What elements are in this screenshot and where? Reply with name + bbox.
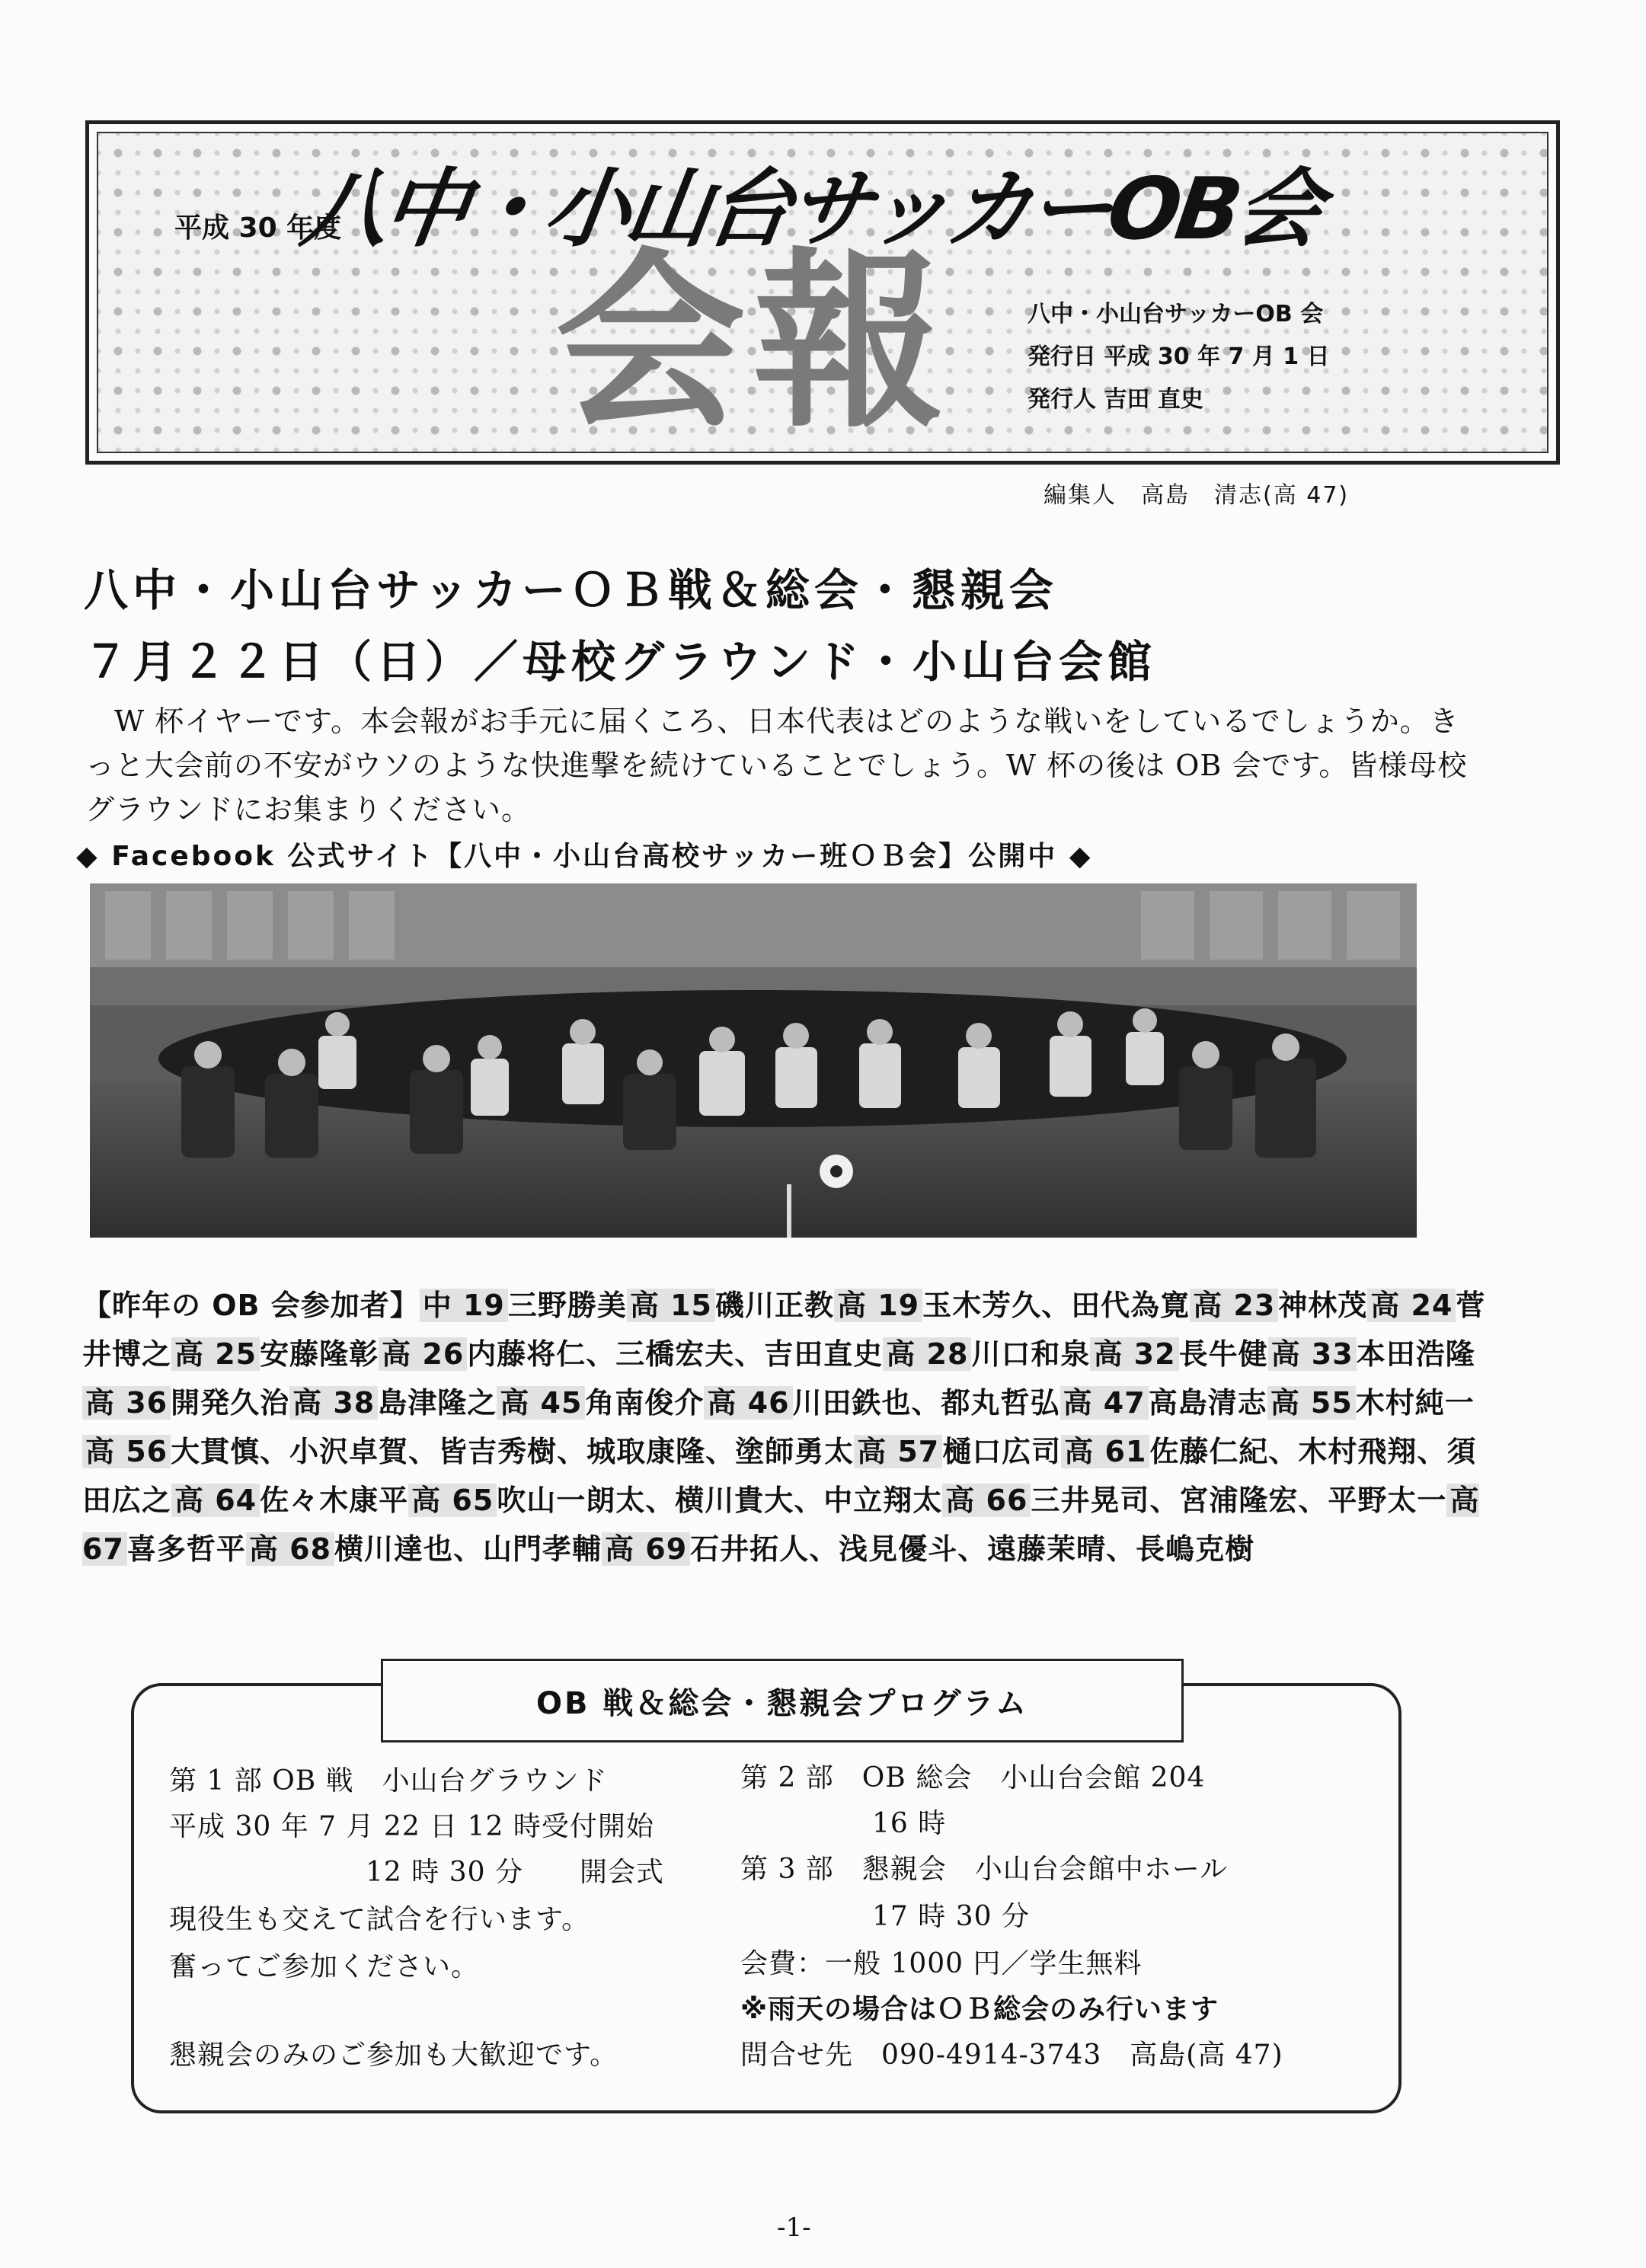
participant-names: 内藤将仁、三橋宏夫、吉田直史	[467, 1337, 884, 1371]
participant-names: 横川達也、山門孝輔	[334, 1532, 602, 1566]
participant-class-tag: 高 15	[627, 1289, 715, 1322]
participant-class-tag: 高 36	[82, 1386, 171, 1420]
participant-names: 大貫慎、小沢卓賀、皆吉秀樹、城取康隆、塗師勇太	[171, 1435, 855, 1468]
participant-names: 玉木芳久、田代為寛	[922, 1289, 1191, 1322]
participant-class-tag: 高 19	[834, 1289, 922, 1322]
participant-names: 高島清志	[1148, 1386, 1267, 1420]
program-part-2: 第 2 部 OB 総会 小山台会館 204	[740, 1762, 1206, 1794]
participant-class-tag: 高 28	[883, 1337, 971, 1371]
participant-class-tag: 高 38	[289, 1386, 378, 1420]
program-title: OB 戦＆総会・懇親会プログラム	[535, 1685, 1029, 1721]
participant-names: 川口和泉	[971, 1337, 1091, 1371]
participant-class-tag: 高 46	[704, 1386, 792, 1420]
participant-class-tag: 高 69	[602, 1532, 690, 1566]
program-title-box	[381, 1659, 1184, 1743]
program-fee: 会費：一般 1000 円／学生無料	[740, 1948, 1143, 1979]
program-note-2: 奮ってご参加ください。	[169, 1951, 480, 1982]
participant-names: 三野勝美	[507, 1289, 627, 1322]
participant-names: 三井晃司、宮浦隆宏、平野太一	[1031, 1484, 1447, 1517]
issue-date: 発行日 平成 30 年 7 月 1 日	[1028, 343, 1330, 370]
participant-class-tag: 高 24	[1367, 1289, 1456, 1322]
issuer-block	[1028, 293, 1330, 421]
participant-names: 開発久治	[171, 1386, 290, 1420]
participant-class-tag: 高 68	[246, 1532, 334, 1566]
participant-names: 安藤隆彰	[260, 1337, 379, 1371]
participant-class-tag: 高 64	[171, 1484, 260, 1517]
issuer-org: 八中・小山台サッカーOB 会	[1028, 301, 1324, 327]
masthead-pattern	[97, 132, 1549, 453]
program-rain-note: ※雨天の場合はＯＢ総会のみ行います	[740, 1994, 1219, 2025]
participant-names: 角南俊介	[585, 1386, 705, 1420]
participant-names: 吹山一朗太、横川貴大、中立翔太	[497, 1484, 943, 1517]
page-number: -1-	[777, 2212, 811, 2243]
participant-class-tag: 高 56	[82, 1435, 171, 1468]
intro-paragraph: W 杯イヤーです。本会報がお手元に届くころ、日本代表はどのような戦いをしているでしょうか。きっと大会前の不安がウソのような快進撃を続けていることでしょう。W 杯の後は OB 会です。皆様母校グラウンドにお集まりください。	[85, 704, 1468, 826]
editor-credit: 編集人 高島 清志(高 47)	[1044, 482, 1350, 509]
participant-names: 木村純一	[1355, 1386, 1475, 1420]
program-part-3-time: 17 時 30 分	[872, 1901, 1030, 1932]
participant-names: 長牛健	[1178, 1337, 1268, 1371]
participant-names: 島津隆之	[378, 1386, 497, 1420]
participants-groups	[82, 1289, 1485, 1566]
participant-class-tag: 高 25	[171, 1337, 260, 1371]
participant-class-tag: 高 66	[942, 1484, 1031, 1517]
program-part-1: 第 1 部 OB 戦 小山台グラウンド	[169, 1765, 608, 1797]
participant-class-tag: 中 19	[420, 1289, 508, 1322]
participant-class-tag: 高 47	[1060, 1386, 1149, 1420]
program-part-2-time: 16 時	[872, 1808, 947, 1839]
participant-class-tag: 高 26	[379, 1337, 467, 1371]
group-photo	[90, 883, 1417, 1238]
participant-names: 佐藤仁紀、木村飛翔、須田広之	[82, 1435, 1477, 1517]
participant-class-tag: 高 55	[1267, 1386, 1356, 1420]
fiscal-year: 平成 30 年度	[174, 212, 342, 244]
participant-class-tag: 高 45	[497, 1386, 585, 1420]
program-note-1: 現役生も交えて試合を行います。	[169, 1904, 590, 1935]
participant-class-tag: 高 23	[1190, 1289, 1278, 1322]
participant-names: 神林茂	[1278, 1289, 1368, 1322]
facebook-notice: ◆ Facebook 公式サイト【八中・小山台高校サッカー班ＯＢ会】公開中 ◆	[76, 841, 1093, 872]
participant-names: 喜多哲平	[126, 1532, 246, 1566]
headline-line-2: ７月２２日（日）／母校グラウンド・小山台会館	[84, 636, 1157, 688]
participant-names: 石井拓人、浅見優斗、遠藤茉晴、長嶋克樹	[690, 1532, 1255, 1566]
masthead-title: 八中・小山台サッカーOB会	[296, 160, 1325, 259]
program-opening: 12 時 30 分 開会式	[366, 1857, 664, 1888]
participant-class-tag: 高 61	[1061, 1435, 1149, 1468]
headline-line-1: 八中・小山台サッカーＯＢ戦＆総会・懇親会	[84, 564, 1058, 616]
participant-names: 磯川正教	[715, 1289, 835, 1322]
participant-names: 川田鉄也、都丸哲弘	[792, 1386, 1060, 1420]
participant-class-tag: 高 67	[82, 1484, 1480, 1566]
participants-label: 【昨年の OB 会参加者】	[82, 1289, 420, 1322]
program-contact: 問合せ先 090-4914-3743 高島(高 47)	[740, 2040, 1283, 2071]
program-date: 平成 30 年 7 月 22 日 12 時受付開始	[169, 1811, 654, 1842]
masthead-subtitle: 会報	[555, 232, 951, 453]
publisher: 発行人 吉田 直史	[1028, 386, 1203, 413]
participant-class-tag: 高 32	[1090, 1337, 1178, 1371]
participant-class-tag: 高 33	[1268, 1337, 1357, 1371]
participant-names: 本田浩隆	[1356, 1337, 1475, 1371]
participant-names: 佐々木康平	[260, 1484, 409, 1517]
program-note-3: 懇親会のみのご参加も大歓迎です。	[169, 2040, 618, 2071]
participants-list	[82, 1281, 1491, 1573]
program-part-3: 第 3 部 懇親会 小山台会館中ホール	[740, 1854, 1229, 1885]
participant-class-tag: 高 65	[408, 1484, 497, 1517]
participant-names: 菅井博之	[82, 1289, 1486, 1371]
participant-names: 樋口広司	[942, 1435, 1062, 1468]
participant-class-tag: 高 57	[854, 1435, 942, 1468]
masthead	[85, 120, 1560, 465]
